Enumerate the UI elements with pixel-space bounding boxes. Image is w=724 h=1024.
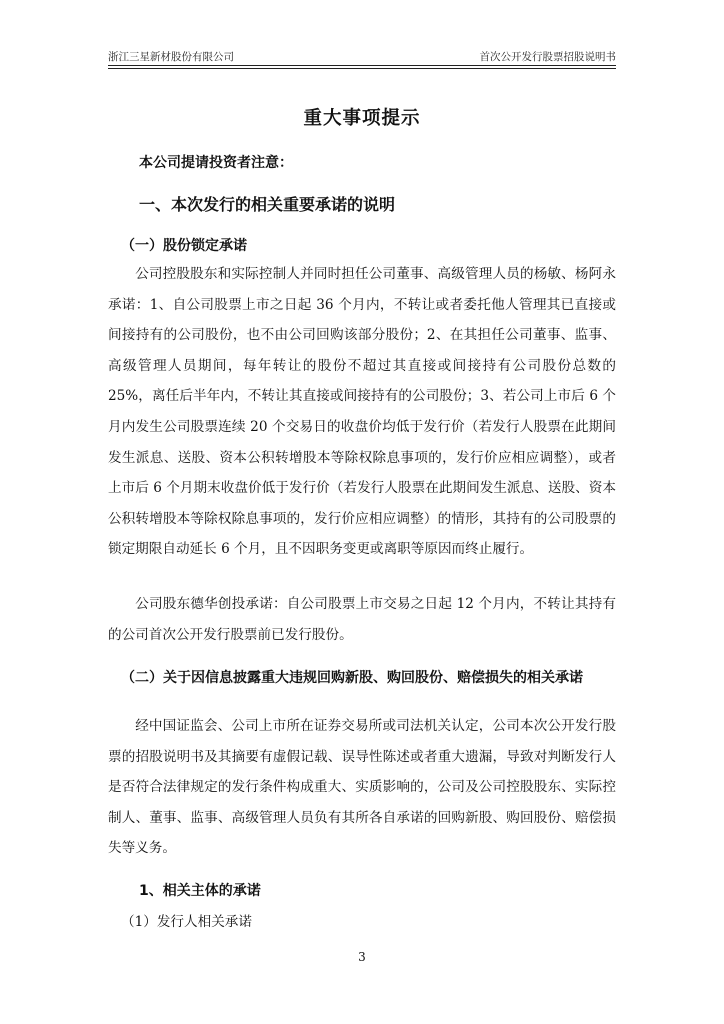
subsection-heading-disclosure-violation: （二）关于因信息披露重大违规回购新股、购回股份、赔偿损失的相关承诺	[121, 670, 583, 686]
paragraph-disclosure-obligations: 经中国证监会、公司上市所在证券交易所或司法机关认定，公司本次公开发行股票的招股说明书及其摘要有虚假记载、误导性陈述或者重大遗漏，导致对判断发行人是否符合法律规定的发行条件构成重大、实质影响的，公司及公司控股股东、实际控制人、董事、监事、高级管理人员负有其所各自承诺的回购新股、购回股份、赔偿损失等义务。	[108, 718, 616, 857]
header-company-name: 浙江三星新材股份有限公司	[108, 51, 234, 63]
paragraph-lockup-controlling-shareholders: 公司控股股东和实际控制人并同时担任公司董事、高级管理人员的杨敏、杨阿永承诺：1、自公司股票上市之日起 36 个月内，不转让或者委托他人管理其已直接或间接持有的公司股份，也不由公司回购该部分股份；2、在其担任公司董事、监事、高级管理人员期间，每年转让的股份不超过其直接或间接持有公司股份总数的 25%，离任后半年内，不转让其直接或间接持有的公司股份；3、若公司上市后 6 个月内发生公司股票连续 20 个交易日的收盘价均低于发行价（若发行人股票在此期间发生派息、送股、资本公积转增股本等除权除息事项的，发行价应相应调整），或者上市后 6 个月期末收盘价低于发行价（若发行人股票在此期间发生派息、送股、资本公积转增股本等除权除息事项的，发行价应相应调整）的情形，其持有的公司股票的锁定期限自动延长 6 个月，且不因职务变更或离职等原因而终止履行。	[108, 266, 616, 558]
page-title: 重大事项提示	[303, 108, 421, 129]
notice-heading: 本公司提请投资者注意：	[139, 155, 293, 171]
paragraph-lockup-dehua: 公司股东德华创投承诺：自公司股票上市交易之日起 12 个月内，不转让其持有的公司首次公开发行股票前已发行股份。	[108, 596, 616, 643]
subsection-heading-share-lockup: （一）股份锁定承诺	[121, 238, 247, 254]
header-rule-thin	[108, 68, 616, 69]
heading-issuer-commitments: （1）发行人相关承诺	[121, 914, 252, 930]
header-document-title: 首次公开发行股票招股说明书	[479, 51, 616, 63]
heading-relevant-parties: 1、相关主体的承诺	[139, 883, 261, 899]
page-number: 3	[358, 950, 366, 964]
header-rule	[108, 65, 616, 66]
section-heading-1: 一、本次发行的相关重要承诺的说明	[139, 195, 396, 214]
